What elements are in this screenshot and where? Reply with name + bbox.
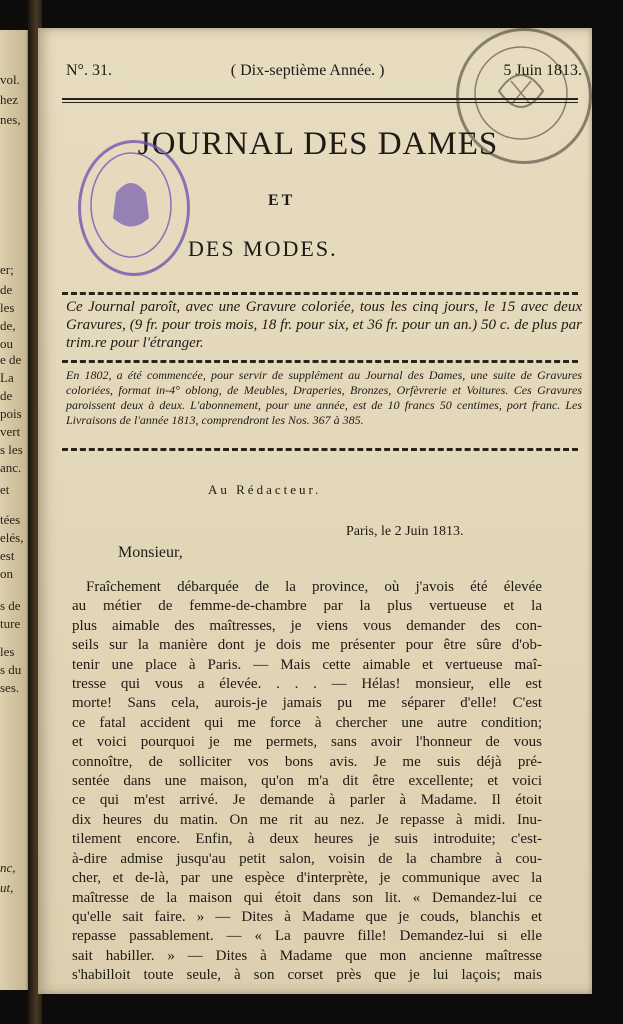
fragment: e de [0,352,22,367]
fragment: anc. [0,460,22,475]
journal-subtitle: DES MODES. [188,236,338,261]
fragment: er; [0,262,14,277]
title-conjunction: ET [268,192,296,209]
body-line: tresse qui vous a élevée. . . . — Hélas! monsieur, elle est [72,676,542,693]
body-line: qu'elle sait faire. » — Dites à Madame que je couds, blanchis et [72,908,542,925]
notice-divider-middle [62,360,578,363]
fragment: s les [0,442,23,457]
letter-addressee: Au Rédacteur. [208,482,322,497]
issue-date: 5 Juin 1813. [503,62,582,79]
fragment: les [0,644,15,659]
journal-title: JOURNAL DES DAMES [137,126,499,162]
issue-year: ( Dix-septième Année. ) [230,62,385,79]
issue-header [66,62,582,80]
body-line: et voici pourquoi je me permets, sans avoir l'honneur de vous [72,734,542,751]
body-line: seils sur la manière dont je dois me présenter pour être sûre d'ob- [72,637,542,654]
fragment: pois [0,406,22,421]
body-line: tilement encore. Enfin, à deux heures je suis introduite; c'est- [72,831,542,848]
fragment: ses. [0,680,20,695]
fragment: La [0,370,14,385]
letter-dateline: Paris, le 2 Juin 1813. [346,524,464,539]
facing-page-edge [0,30,30,990]
fragment: elés, [0,530,24,545]
body-line: plus aimable des maîtresses, je viens vous demander des con- [72,617,542,634]
journal-page [38,28,592,994]
fragment: et [0,482,10,497]
fragment: nc, [0,860,16,875]
fragment: hez [0,92,19,107]
body-line: ce qui m'est arrivé. Je demande à parler à Madame. Il étoit [72,792,542,809]
body-line: s'habilloit toute seule, à son corset près que je lui laçois; mais [72,967,542,984]
notice-divider-top [62,292,578,295]
fragment: s de [0,598,21,613]
body-line: au métier de femme-de-chambre par la plus vertueuse et la [72,598,542,615]
letter-body [72,578,542,986]
fragment: de [0,388,13,403]
fragment: vert [0,424,21,439]
body-line: maîtresse de la maison qui étoit dans son lit. « Demandez-lui ce [72,889,542,906]
fragment: est [0,548,15,563]
fragment: nes, [0,112,21,127]
fragment: de, [0,318,16,333]
fragment: tées [0,512,21,527]
body-line: cher, et de-là, par une espèce d'interprète, je communique avec la [72,870,542,887]
body-line: morte! Sans cela, aurois-je jamais pu me séparer d'elle! C'est [72,695,542,712]
body-line: sentée dans une maison, qu'on m'a dit être excellente; et voici [72,773,542,790]
body-line: sait habiller. » — Dites à Madame que mon ancienne maîtresse [72,947,542,964]
body-line: Fraîchement débarquée de la province, où j'avois été élevée [86,579,542,595]
header-rule-thin [62,102,578,103]
body-line: ce fatal accident qui me force à chercher une autre condition; [72,714,542,731]
fragment: ut, [0,880,14,895]
supplement-notice: En 1802, a été commencée, pour servir de supplément au Journal des Dames, une suite de Gravures coloriées, format in-4° oblong, de Meubles, Draperies, Bronzes, Orfèvrerie et Voitures. Ces Gravures paroissent deux à deux. L'abonnement, pour une année, est de 10 francs 50 centimes, port franc. Les Livraisons de l'année 1813, comprendront les Nos. 367 à 385. [66,368,582,427]
fragment: ou [0,336,13,351]
fragment: ture [0,616,21,631]
letter-salutation: Monsieur, [118,544,183,561]
fragment: vol. [0,72,20,87]
fragment: on [0,566,13,581]
issue-number: N°. 31. [66,62,112,79]
subscription-notice: Ce Journal paroît, avec une Gravure coloriée, tous les cinq jours, le 15 avec deux Gravures, (9 fr. pour trois mois, 18 fr. pour six, et 36 fr. pour un an.) 50 c. de plus par trim.re pour l'étranger. [66,299,582,351]
body-line: tenir une place à Paris. — Mais cette aimable et vertueuse maî- [72,656,542,673]
fragment: s du [0,662,22,677]
body-line: repasse passablement. — « La pauvre fille! Demandez-lui si elle [72,928,542,945]
body-line: dix heures du matin. On me rit au nez. Je repasse à midi. Inu- [72,811,542,828]
header-rule [62,98,578,100]
municipal-library-stamp [78,140,190,276]
body-line: connoître, de solliciter vos bons avis. Je me suis déjà pré- [72,753,542,770]
notice-divider-bottom [62,448,578,451]
body-line: à-dire admise jusqu'au petit salon, voisin de la chambre à cou- [72,850,542,867]
fragment: les [0,300,15,315]
fragment: de [0,282,13,297]
